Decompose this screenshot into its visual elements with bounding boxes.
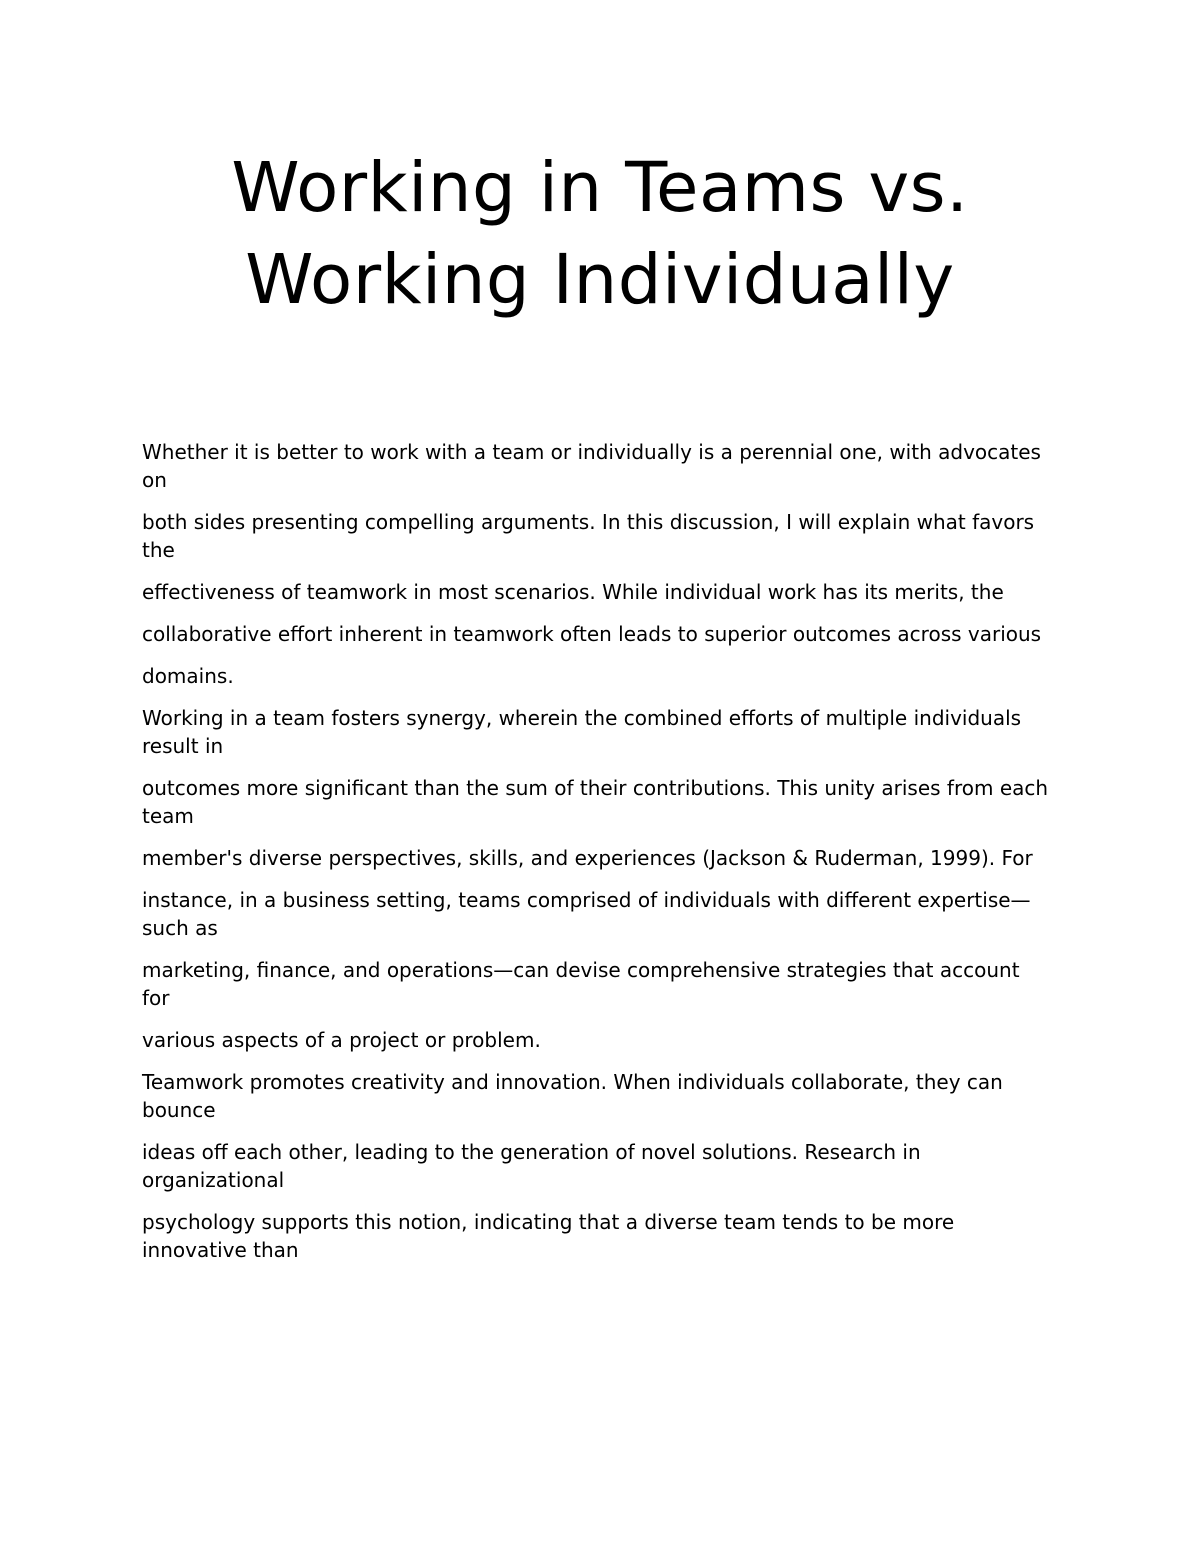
paragraph: various aspects of a project or problem. — [142, 1028, 541, 1052]
paragraph: Whether it is better to work with a team or individually is a perennial one, with advocates on — [142, 440, 1041, 492]
paragraph: collaborative effort inherent in teamwork often leads to superior outcomes across various — [142, 622, 1042, 646]
title-line-2: Working Individually — [245, 240, 955, 320]
document-title — [100, 142, 1100, 326]
paragraph: marketing, finance, and operations—can devise comprehensive strategies that account for — [142, 958, 1020, 1010]
paragraph: domains. — [142, 664, 234, 688]
paragraph: effectiveness of teamwork in most scenarios. While individual work has its merits, the — [142, 580, 1004, 604]
paragraph: both sides presenting compelling arguments. In this discussion, I will explain what favors the — [142, 510, 1035, 562]
paragraph: psychology supports this notion, indicating that a diverse team tends to be more innovative than — [142, 1210, 955, 1262]
paragraph: outcomes more significant than the sum of their contributions. This unity arises from each team — [142, 776, 1049, 828]
title-line-1: Working in Teams vs. — [231, 148, 969, 228]
paragraph: ideas off each other, leading to the generation of novel solutions. Research in organizational — [142, 1140, 921, 1192]
paragraph: Working in a team fosters synergy, wherein the combined efforts of multiple individuals result in — [142, 706, 1022, 758]
document-body — [142, 438, 1052, 1278]
paragraph: instance, in a business setting, teams comprised of individuals with different expertise—such as — [142, 888, 1031, 940]
paragraph: Teamwork promotes creativity and innovation. When individuals collaborate, they can bounce — [142, 1070, 1003, 1122]
paragraph: member's diverse perspectives, skills, and experiences (Jackson & Ruderman, 1999). For — [142, 846, 1033, 870]
